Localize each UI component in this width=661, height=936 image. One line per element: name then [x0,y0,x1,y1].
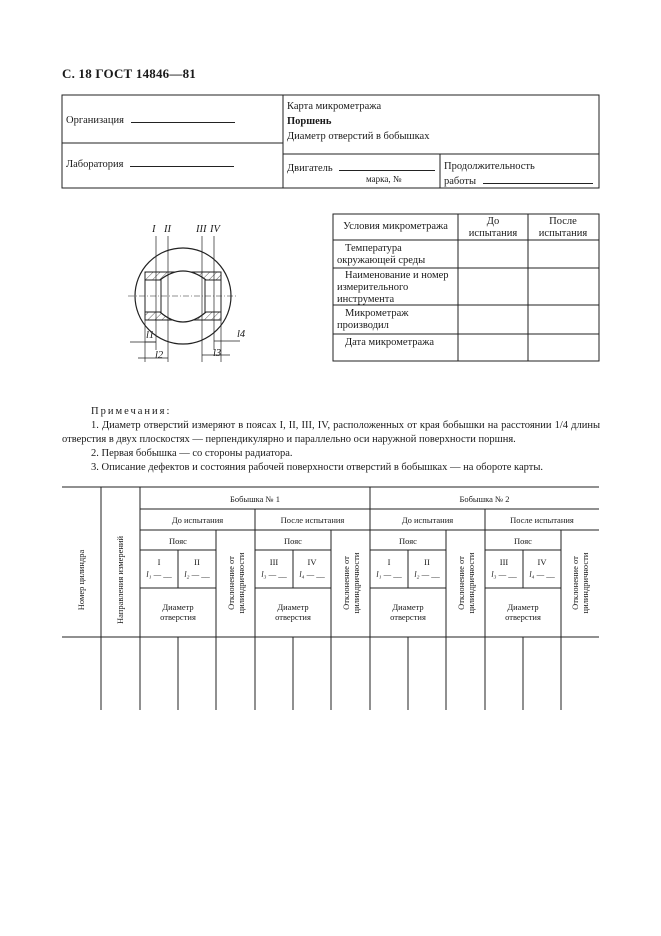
dim-label-l4: l4 [237,329,246,340]
duration-field[interactable] [444,174,593,188]
condition-row-date: Дата микрометража [345,337,435,348]
b2-l2: l₂ — __ [414,569,440,579]
col-cylinder-number: Номер цилиндра [76,549,86,611]
note-2: 2. Первая бобышка — со стороны радиатора. [91,448,293,459]
b2-l4: l₄ — __ [529,569,555,579]
boss2-before-header: До испытания [401,515,454,525]
laboratory-label: Лаборатория [66,159,124,170]
b2-l3: l₃ — __ [491,569,517,579]
organization-label: Организация [66,115,124,126]
col-measure-direction: Направления измерений [115,535,125,625]
boss-1-header: Бобышка № 1 [229,494,281,504]
zone-label-4: IV [210,224,220,235]
card-subject: Диаметр отверстий в бобышках [287,131,430,142]
boss1-after-header: После испытания [280,515,345,525]
b1-l1: l₁ — __ [146,569,172,579]
b1-zone-I: I [157,557,161,567]
duration-label-2: работы [444,176,477,187]
dim-label-l1: l1 [146,330,155,341]
b1-l4: l₄ — __ [299,569,325,579]
card-title: Карта микрометража [287,101,382,112]
engine-hint: марка, № [366,174,402,184]
zone-label-1: I [152,224,156,235]
b1-zone-IV: IV [307,557,317,567]
b1-before-diameter: Диаметр отверстия [160,602,196,622]
b1-before-deviation: Отклонение от цилиндричности [226,552,246,614]
dim-label-l3: l3 [213,348,222,359]
conditions-header-label: Условия микрометража [343,221,448,232]
laboratory-field[interactable] [66,157,234,171]
b2-zone-IV: IV [537,557,547,567]
duration-label-1: Продолжительность [444,161,535,172]
dim-label-l2: l2 [155,350,164,361]
b2-after-diameter: Диаметр отверстия [505,602,541,622]
zone-header-4: Пояс [514,536,532,546]
notes-title: Примечания: [91,406,172,417]
duration-blank[interactable] [483,174,593,184]
b2-zone-I: I [387,557,391,567]
conditions-header-after: После испытания [538,216,588,239]
b1-l3: l₃ — __ [261,569,287,579]
condition-row-operator: Микрометраж производил [337,308,409,331]
zone-label-3: III [196,224,207,235]
b1-zone-II: II [194,557,200,567]
laboratory-blank[interactable] [130,157,234,167]
b1-zone-III: III [269,557,279,567]
note-1: 1. Диаметр отверстий измеряют в поясах I, II, III, IV, расположенных от края бобышки на расстоянии 1/4 длины отверстия в двух плоскостях — перпендикулярно и параллельно оси наружной поверхности поршня. [62,420,600,445]
zone-header-2: Пояс [284,536,302,546]
zone-label-2: II [164,224,171,235]
b2-zone-II: II [424,557,430,567]
engine-label: Двигатель [287,163,333,174]
engine-blank[interactable] [339,161,435,171]
boss-2-header: Бобышка № 2 [459,494,510,504]
organization-field[interactable] [66,113,235,127]
note-3: 3. Описание дефектов и состояния рабочей поверхности отверстий в бобышках — на обороте карты. [91,462,544,473]
zone-header-3: Пояс [399,536,417,546]
boss1-before-header: До испытания [171,515,224,525]
organization-blank[interactable] [131,113,235,123]
page-header: С. 18 ГОСТ 14846—81 [62,66,196,81]
engine-field[interactable] [287,161,435,175]
zone-header-1: Пояс [169,536,187,546]
card-part: Поршень [287,116,332,127]
piston-boss-diagram [118,222,253,364]
b2-before-diameter: Диаметр отверстия [390,602,426,622]
b1-after-diameter: Диаметр отверстия [275,602,311,622]
b2-l1: l₁ — __ [376,569,402,579]
condition-row-instrument: Наименование и номер измерительного инструмента [337,270,449,305]
b2-before-deviation: Отклонение от цилиндричности [456,552,476,614]
condition-row-temperature: Температура окружающей среды [337,243,426,266]
b2-after-deviation: Отклонение от цилиндричности [570,552,590,614]
conditions-header-before: До испытания [468,216,518,239]
b2-zone-III: III [499,557,509,567]
boss2-after-header: После испытания [510,515,574,525]
b1-after-deviation: Отклонение от цилиндричности [341,552,361,614]
b1-l2: l₂ — __ [184,569,210,579]
